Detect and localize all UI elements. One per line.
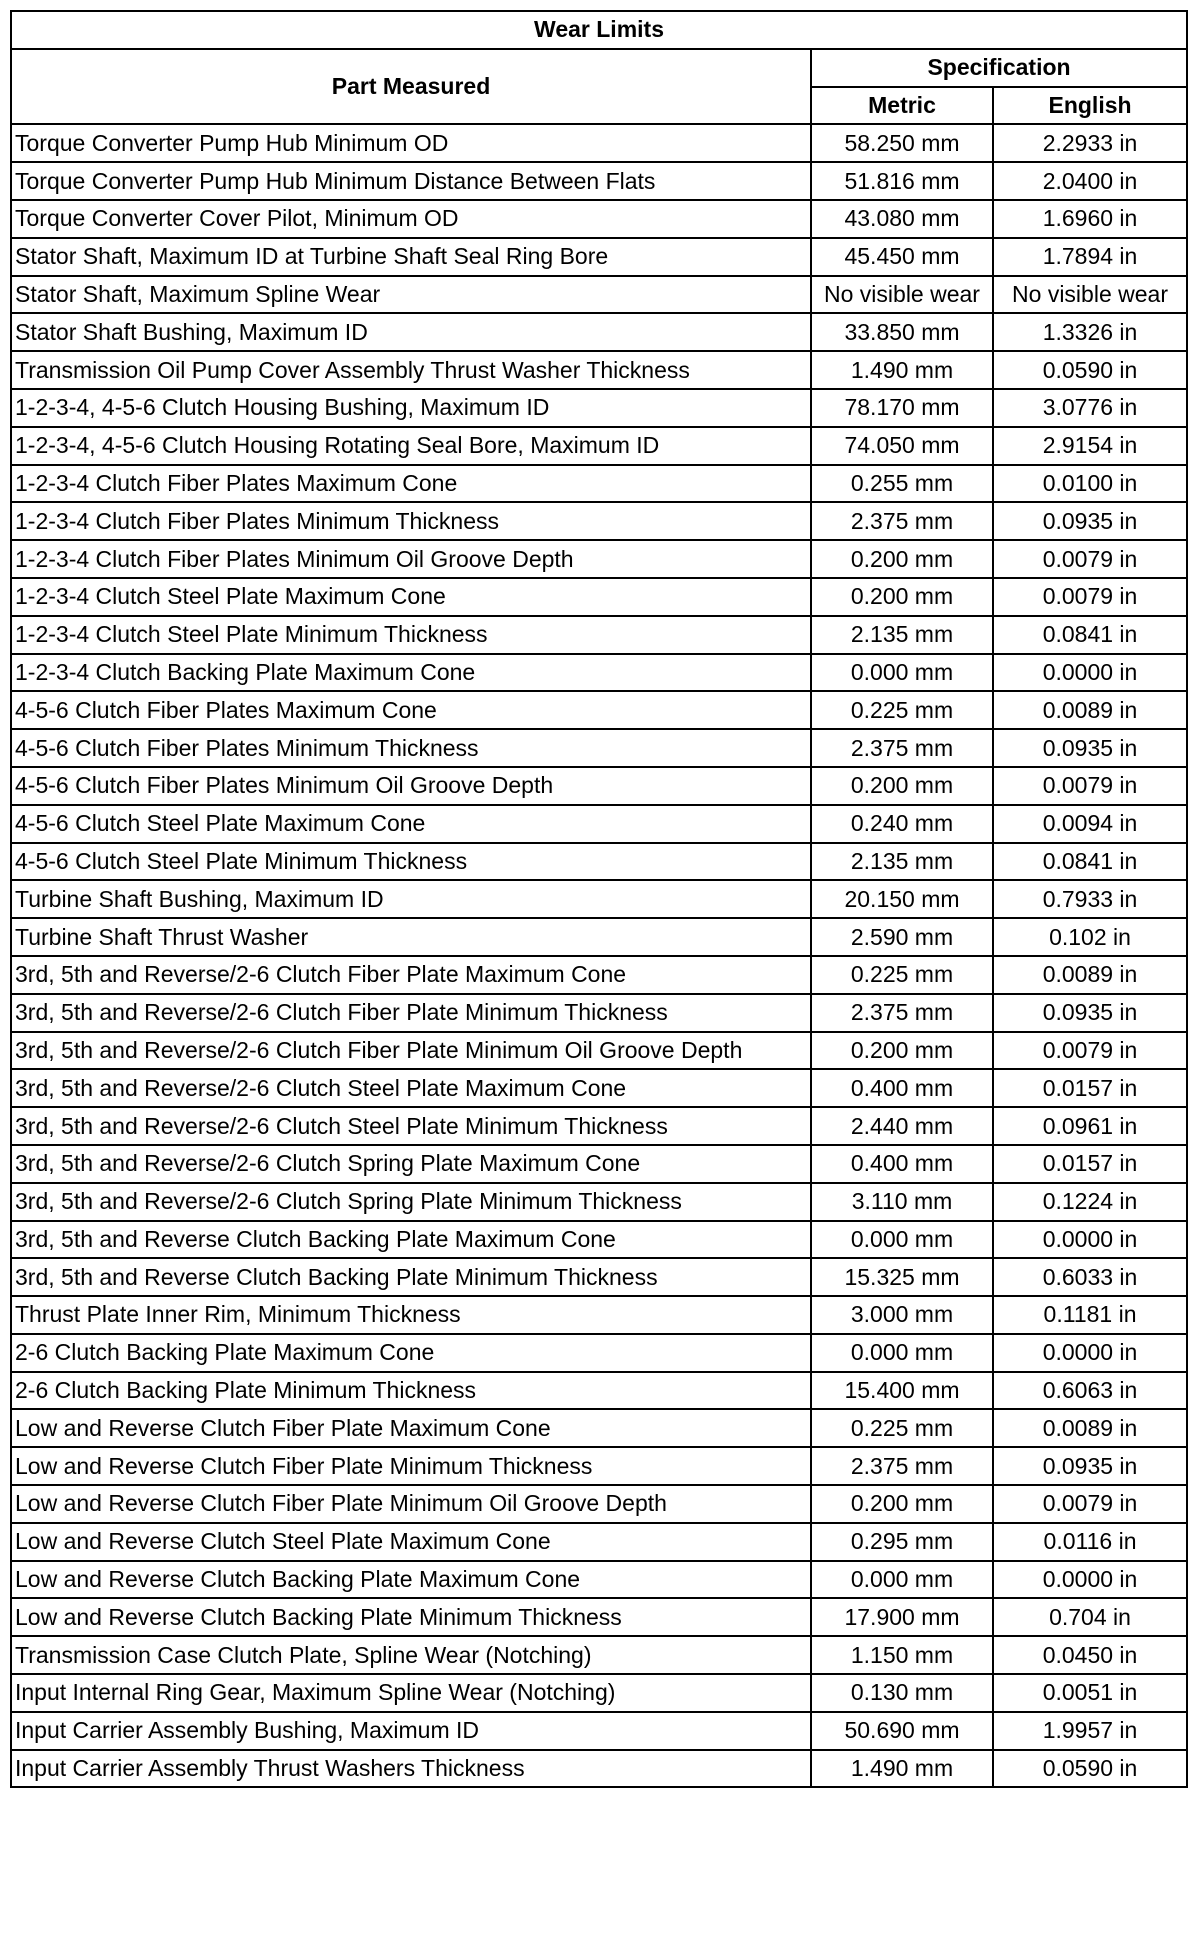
metric-cell: 58.250 mm (811, 124, 993, 162)
metric-cell: 2.440 mm (811, 1107, 993, 1145)
metric-cell: 2.375 mm (811, 502, 993, 540)
english-cell: 0.0000 in (993, 1334, 1187, 1372)
table-row (11, 1183, 1187, 1221)
english-cell: 0.0000 in (993, 1221, 1187, 1259)
english-cell: 0.0841 in (993, 843, 1187, 881)
part-cell: Stator Shaft Bushing, Maximum ID (11, 313, 811, 351)
table-row (11, 1447, 1187, 1485)
english-cell: 0.0079 in (993, 1485, 1187, 1523)
table-row (11, 1145, 1187, 1183)
metric-cell: 0.240 mm (811, 805, 993, 843)
metric-cell: 2.375 mm (811, 729, 993, 767)
english-cell: 0.0935 in (993, 1447, 1187, 1485)
metric-cell: 0.225 mm (811, 1409, 993, 1447)
part-cell: 2-6 Clutch Backing Plate Maximum Cone (11, 1334, 811, 1372)
table-row (11, 351, 1187, 389)
part-cell: 3rd, 5th and Reverse/2-6 Clutch Spring Plate Minimum Thickness (11, 1183, 811, 1221)
table-body (11, 124, 1187, 1787)
table-row (11, 427, 1187, 465)
table-row (11, 1296, 1187, 1334)
part-cell: 3rd, 5th and Reverse/2-6 Clutch Steel Plate Minimum Thickness (11, 1107, 811, 1145)
table-row (11, 1750, 1187, 1788)
table-row (11, 313, 1187, 351)
metric-cell: 0.000 mm (811, 1561, 993, 1599)
table-row (11, 162, 1187, 200)
part-cell: 3rd, 5th and Reverse Clutch Backing Plate Maximum Cone (11, 1221, 811, 1259)
table-row (11, 1485, 1187, 1523)
table-row (11, 238, 1187, 276)
part-cell: 1-2-3-4, 4-5-6 Clutch Housing Bushing, Maximum ID (11, 389, 811, 427)
english-cell: 0.102 in (993, 918, 1187, 956)
english-cell: 1.9957 in (993, 1712, 1187, 1750)
english-cell: 2.0400 in (993, 162, 1187, 200)
english-header: English (993, 87, 1187, 125)
part-cell: 1-2-3-4 Clutch Backing Plate Maximum Cone (11, 654, 811, 692)
part-cell: Torque Converter Pump Hub Minimum Distance Between Flats (11, 162, 811, 200)
table-row (11, 1674, 1187, 1712)
part-cell: 4-5-6 Clutch Steel Plate Maximum Cone (11, 805, 811, 843)
english-cell: 0.6063 in (993, 1372, 1187, 1410)
part-cell: 1-2-3-4 Clutch Steel Plate Maximum Cone (11, 578, 811, 616)
english-cell: 0.1181 in (993, 1296, 1187, 1334)
metric-header: Metric (811, 87, 993, 125)
table-row (11, 1636, 1187, 1674)
metric-cell: 2.135 mm (811, 843, 993, 881)
metric-cell: 15.325 mm (811, 1258, 993, 1296)
metric-cell: 0.400 mm (811, 1145, 993, 1183)
part-cell: Low and Reverse Clutch Fiber Plate Minimum Oil Groove Depth (11, 1485, 811, 1523)
table-row (11, 729, 1187, 767)
part-cell: 1-2-3-4, 4-5-6 Clutch Housing Rotating Seal Bore, Maximum ID (11, 427, 811, 465)
part-cell: Low and Reverse Clutch Backing Plate Maximum Cone (11, 1561, 811, 1599)
part-cell: 1-2-3-4 Clutch Fiber Plates Minimum Thickness (11, 502, 811, 540)
english-cell: 0.0079 in (993, 1032, 1187, 1070)
table-row (11, 654, 1187, 692)
part-measured-header: Part Measured (11, 49, 811, 125)
part-cell: 2-6 Clutch Backing Plate Minimum Thickness (11, 1372, 811, 1410)
metric-cell: 50.690 mm (811, 1712, 993, 1750)
part-cell: Turbine Shaft Bushing, Maximum ID (11, 880, 811, 918)
metric-cell: 0.000 mm (811, 1221, 993, 1259)
metric-cell: 17.900 mm (811, 1598, 993, 1636)
metric-cell: 0.400 mm (811, 1069, 993, 1107)
metric-cell: 45.450 mm (811, 238, 993, 276)
part-cell: 4-5-6 Clutch Fiber Plates Minimum Thickness (11, 729, 811, 767)
part-cell: Input Internal Ring Gear, Maximum Spline Wear (Notching) (11, 1674, 811, 1712)
table-row (11, 1334, 1187, 1372)
part-cell: Torque Converter Cover Pilot, Minimum OD (11, 200, 811, 238)
metric-cell: 1.150 mm (811, 1636, 993, 1674)
metric-cell: 15.400 mm (811, 1372, 993, 1410)
part-cell: 3rd, 5th and Reverse/2-6 Clutch Fiber Plate Minimum Thickness (11, 994, 811, 1032)
header-row (11, 49, 1187, 87)
table-row (11, 1107, 1187, 1145)
english-cell: 0.704 in (993, 1598, 1187, 1636)
table-row (11, 124, 1187, 162)
metric-cell: 33.850 mm (811, 313, 993, 351)
part-cell: Turbine Shaft Thrust Washer (11, 918, 811, 956)
english-cell: 1.3326 in (993, 313, 1187, 351)
english-cell: 0.0450 in (993, 1636, 1187, 1674)
metric-cell: 0.295 mm (811, 1523, 993, 1561)
specification-header: Specification (811, 49, 1187, 87)
metric-cell: 0.200 mm (811, 540, 993, 578)
wear-limits-table (10, 10, 1188, 1788)
part-cell: Input Carrier Assembly Bushing, Maximum ID (11, 1712, 811, 1750)
part-cell: Input Carrier Assembly Thrust Washers Thickness (11, 1750, 811, 1788)
table-row (11, 1258, 1187, 1296)
part-cell: 1-2-3-4 Clutch Fiber Plates Minimum Oil Groove Depth (11, 540, 811, 578)
table-title: Wear Limits (11, 11, 1187, 49)
english-cell: 0.0000 in (993, 1561, 1187, 1599)
part-cell: Low and Reverse Clutch Fiber Plate Minimum Thickness (11, 1447, 811, 1485)
metric-cell: 20.150 mm (811, 880, 993, 918)
english-cell: 0.0961 in (993, 1107, 1187, 1145)
table-row (11, 994, 1187, 1032)
table-row (11, 540, 1187, 578)
table-row (11, 200, 1187, 238)
table-row (11, 880, 1187, 918)
table-row (11, 1561, 1187, 1599)
part-cell: 3rd, 5th and Reverse/2-6 Clutch Spring Plate Maximum Cone (11, 1145, 811, 1183)
metric-cell: 1.490 mm (811, 351, 993, 389)
metric-cell: 2.590 mm (811, 918, 993, 956)
english-cell: 0.0116 in (993, 1523, 1187, 1561)
metric-cell: 0.000 mm (811, 1334, 993, 1372)
part-cell: Transmission Oil Pump Cover Assembly Thrust Washer Thickness (11, 351, 811, 389)
metric-cell: 0.200 mm (811, 578, 993, 616)
english-cell: 2.9154 in (993, 427, 1187, 465)
part-cell: 1-2-3-4 Clutch Fiber Plates Maximum Cone (11, 465, 811, 503)
english-cell: No visible wear (993, 276, 1187, 314)
english-cell: 0.6033 in (993, 1258, 1187, 1296)
english-cell: 0.0935 in (993, 502, 1187, 540)
metric-cell: 0.200 mm (811, 1032, 993, 1070)
metric-cell: 0.225 mm (811, 691, 993, 729)
table-row (11, 843, 1187, 881)
english-cell: 0.0000 in (993, 654, 1187, 692)
english-cell: 0.0841 in (993, 616, 1187, 654)
part-cell: Low and Reverse Clutch Backing Plate Minimum Thickness (11, 1598, 811, 1636)
english-cell: 0.0157 in (993, 1069, 1187, 1107)
part-cell: 3rd, 5th and Reverse/2-6 Clutch Fiber Plate Maximum Cone (11, 956, 811, 994)
table-row (11, 1712, 1187, 1750)
part-cell: 4-5-6 Clutch Steel Plate Minimum Thickness (11, 843, 811, 881)
table-row (11, 578, 1187, 616)
metric-cell: 74.050 mm (811, 427, 993, 465)
part-cell: 3rd, 5th and Reverse/2-6 Clutch Fiber Plate Minimum Oil Groove Depth (11, 1032, 811, 1070)
english-cell: 2.2933 in (993, 124, 1187, 162)
table-row (11, 616, 1187, 654)
metric-cell: No visible wear (811, 276, 993, 314)
metric-cell: 0.000 mm (811, 654, 993, 692)
part-cell: Low and Reverse Clutch Fiber Plate Maximum Cone (11, 1409, 811, 1447)
english-cell: 3.0776 in (993, 389, 1187, 427)
english-cell: 0.0079 in (993, 767, 1187, 805)
english-cell: 0.0590 in (993, 351, 1187, 389)
part-cell: 3rd, 5th and Reverse/2-6 Clutch Steel Plate Maximum Cone (11, 1069, 811, 1107)
part-cell: Stator Shaft, Maximum Spline Wear (11, 276, 811, 314)
english-cell: 0.0089 in (993, 1409, 1187, 1447)
table-row (11, 956, 1187, 994)
table-row (11, 389, 1187, 427)
metric-cell: 0.200 mm (811, 767, 993, 805)
metric-cell: 51.816 mm (811, 162, 993, 200)
english-cell: 0.0935 in (993, 729, 1187, 767)
english-cell: 0.0089 in (993, 691, 1187, 729)
english-cell: 0.0079 in (993, 540, 1187, 578)
english-cell: 0.1224 in (993, 1183, 1187, 1221)
metric-cell: 0.255 mm (811, 465, 993, 503)
metric-cell: 0.200 mm (811, 1485, 993, 1523)
metric-cell: 3.000 mm (811, 1296, 993, 1334)
metric-cell: 78.170 mm (811, 389, 993, 427)
table-row (11, 1069, 1187, 1107)
metric-cell: 43.080 mm (811, 200, 993, 238)
metric-cell: 1.490 mm (811, 1750, 993, 1788)
table-row (11, 1221, 1187, 1259)
part-cell: Stator Shaft, Maximum ID at Turbine Shaft Seal Ring Bore (11, 238, 811, 276)
english-cell: 0.0935 in (993, 994, 1187, 1032)
table-row (11, 805, 1187, 843)
english-cell: 0.0157 in (993, 1145, 1187, 1183)
table-row (11, 1409, 1187, 1447)
part-cell: 3rd, 5th and Reverse Clutch Backing Plate Minimum Thickness (11, 1258, 811, 1296)
table-row (11, 1598, 1187, 1636)
metric-cell: 2.135 mm (811, 616, 993, 654)
table-row (11, 918, 1187, 956)
table-row (11, 1032, 1187, 1070)
table-row (11, 1523, 1187, 1561)
english-cell: 0.0089 in (993, 956, 1187, 994)
part-cell: Torque Converter Pump Hub Minimum OD (11, 124, 811, 162)
english-cell: 0.0051 in (993, 1674, 1187, 1712)
english-cell: 0.0590 in (993, 1750, 1187, 1788)
part-cell: 1-2-3-4 Clutch Steel Plate Minimum Thickness (11, 616, 811, 654)
english-cell: 0.7933 in (993, 880, 1187, 918)
table-row (11, 1372, 1187, 1410)
metric-cell: 2.375 mm (811, 994, 993, 1032)
part-cell: Transmission Case Clutch Plate, Spline Wear (Notching) (11, 1636, 811, 1674)
english-cell: 1.7894 in (993, 238, 1187, 276)
english-cell: 0.0100 in (993, 465, 1187, 503)
english-cell: 0.0094 in (993, 805, 1187, 843)
table-row (11, 691, 1187, 729)
part-cell: 4-5-6 Clutch Fiber Plates Minimum Oil Groove Depth (11, 767, 811, 805)
part-cell: 4-5-6 Clutch Fiber Plates Maximum Cone (11, 691, 811, 729)
table-row (11, 465, 1187, 503)
table-row (11, 276, 1187, 314)
metric-cell: 0.130 mm (811, 1674, 993, 1712)
title-row (11, 11, 1187, 49)
metric-cell: 0.225 mm (811, 956, 993, 994)
part-cell: Thrust Plate Inner Rim, Minimum Thickness (11, 1296, 811, 1334)
table-row (11, 502, 1187, 540)
english-cell: 1.6960 in (993, 200, 1187, 238)
metric-cell: 3.110 mm (811, 1183, 993, 1221)
english-cell: 0.0079 in (993, 578, 1187, 616)
table-row (11, 767, 1187, 805)
metric-cell: 2.375 mm (811, 1447, 993, 1485)
part-cell: Low and Reverse Clutch Steel Plate Maximum Cone (11, 1523, 811, 1561)
